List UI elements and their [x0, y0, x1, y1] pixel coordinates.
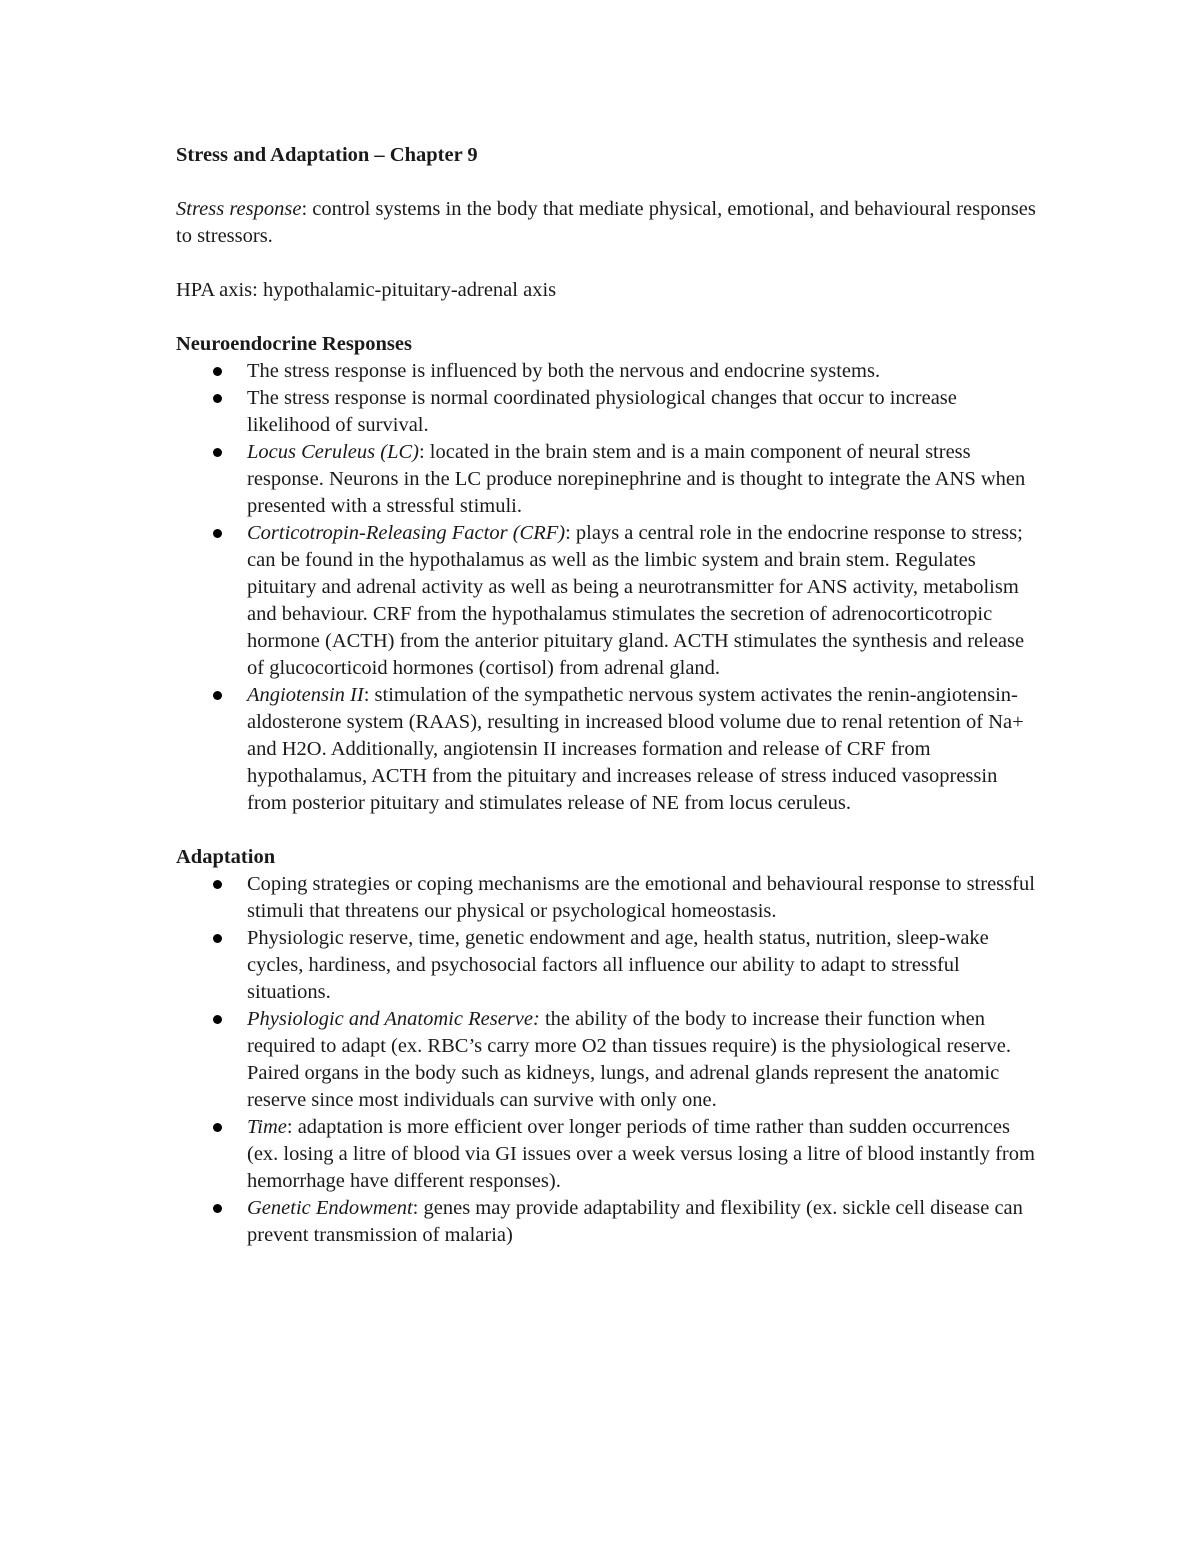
item-term: Angiotensin II [247, 684, 364, 706]
item-text: : plays a central role in the endocrine response to stress; can be found in the hypothalamus as well as the limbic system and brain stem. Regulates pituitary and adrenal activity as well as being a neurotransmitter for ANS activity, metabolism and behaviour. CRF from the hypothalamus stimulates the secretion of adrenocorticotropic hormone (ACTH) from the anterior pituitary gland. ACTH stimulates the synthesis and release of glucocorticoid hormones (cortisol) from adrenal gland. [247, 522, 1025, 679]
item-text: : located in the brain stem and is a main component of neural stress response. Neurons in the LC produce norepinephrine and is thought to integrate the ANS when presented with a stressful stimuli. [247, 441, 1026, 517]
list-item [176, 682, 1036, 817]
stress-response-definition [176, 196, 1036, 250]
bullet-icon [213, 1123, 222, 1132]
item-term: Genetic Endowment [247, 1197, 413, 1219]
bullet-icon [213, 934, 222, 943]
list-item [176, 925, 1036, 1006]
list-item [176, 439, 1036, 520]
bullet-icon [213, 1204, 222, 1213]
item-text: The stress response is influenced by both the nervous and endocrine systems. [247, 360, 881, 382]
bullet-icon [213, 394, 222, 403]
bullet-icon [213, 529, 222, 538]
bullet-icon [213, 691, 222, 700]
list-item [176, 1114, 1036, 1195]
list-item [176, 385, 1036, 439]
list-item [176, 1006, 1036, 1114]
item-text: the ability of the body to increase their function when required to adapt (ex. RBC’s carry more O2 than tissues require) is the physiological reserve. Paired organs in the body such as kidneys, lungs, and adrenal glands represent the anatomic reserve since most individuals can survive with only one. [247, 1008, 1011, 1111]
document-title: Stress and Adaptation – Chapter 9 [176, 144, 478, 166]
item-term: Time [247, 1116, 287, 1138]
section-heading-adaptation: Adaptation [176, 846, 276, 868]
hpa-axis-definition: HPA axis: hypothalamic-pituitary-adrenal axis [176, 279, 557, 301]
list-item [176, 358, 1036, 385]
item-term: Locus Ceruleus (LC) [247, 441, 419, 463]
item-text: Physiologic reserve, time, genetic endowment and age, health status, nutrition, sleep-wake cycles, hardiness, and psychosocial factors all influence our ability to adapt to stressful situations. [247, 927, 989, 1003]
item-text: : adaptation is more efficient over longer periods of time rather than sudden occurrences (ex. losing a litre of blood via GI issues over a week versus losing a litre of blood instantly from hemorrhage have different responses). [247, 1116, 1035, 1192]
list-item [176, 1195, 1036, 1249]
bullet-icon [213, 880, 222, 889]
list-item [176, 871, 1036, 925]
item-text: : genes may provide adaptability and flexibility (ex. sickle cell disease can prevent transmission of malaria) [247, 1197, 1023, 1246]
adaptation-list [176, 871, 1036, 1249]
bullet-icon [213, 367, 222, 376]
item-term: Physiologic and Anatomic Reserve: [247, 1008, 540, 1030]
neuroendocrine-list [176, 358, 1036, 817]
item-text: The stress response is normal coordinated physiological changes that occur to increase likelihood of survival. [247, 387, 957, 436]
stress-response-text: : control systems in the body that mediate physical, emotional, and behavioural responses to stressors. [176, 198, 1036, 247]
stress-response-term: Stress response [176, 198, 302, 220]
bullet-icon [213, 448, 222, 457]
document-body [176, 142, 1036, 1276]
item-text: : stimulation of the sympathetic nervous system activates the renin-angiotensin-aldosterone system (RAAS), resulting in increased blood volume due to renal retention of Na+ and H2O. Additionally, angiotensin II increases formation and release of CRF from hypothalamus, ACTH from the pituitary and increases release of stress induced vasopressin from posterior pituitary and stimulates release of NE from locus ceruleus. [247, 684, 1024, 814]
item-term: Corticotropin-Releasing Factor (CRF) [247, 522, 566, 544]
list-item [176, 520, 1036, 682]
item-text: Coping strategies or coping mechanisms are the emotional and behavioural response to stressful stimuli that threatens our physical or psychological homeostasis. [247, 873, 1035, 922]
bullet-icon [213, 1015, 222, 1024]
section-heading-neuroendocrine: Neuroendocrine Responses [176, 333, 412, 355]
